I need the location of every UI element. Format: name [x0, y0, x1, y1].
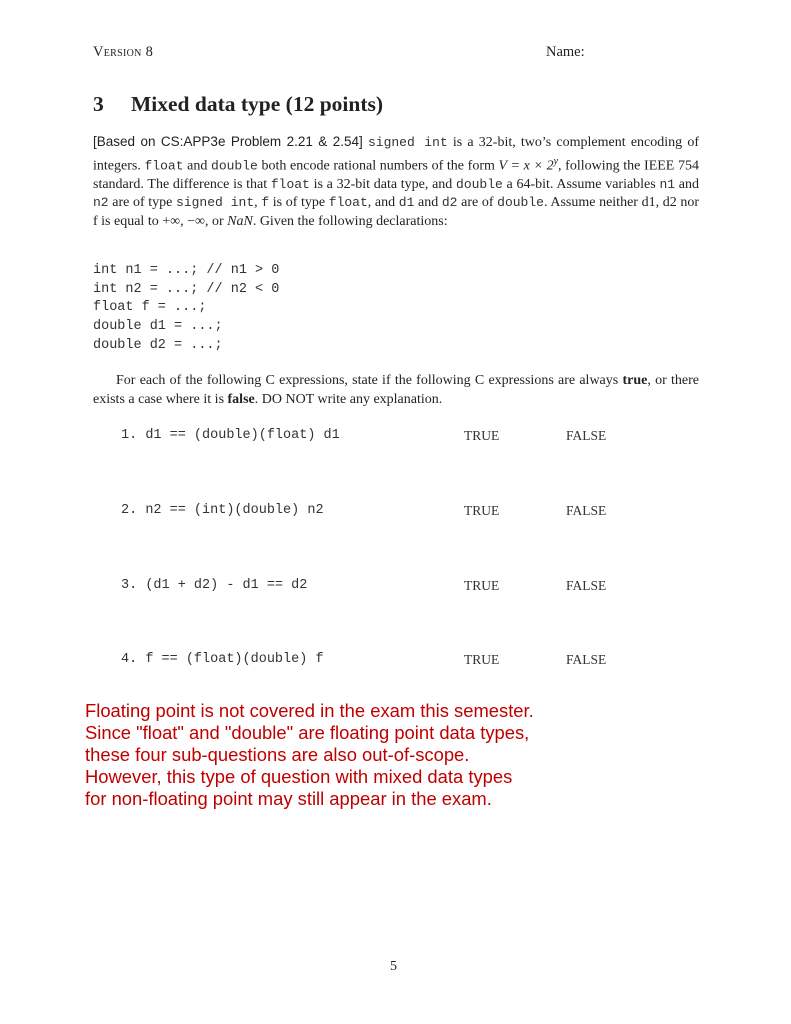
- desc-text: is a 32-bit, two’s complement encoding of integers.: [93, 135, 699, 174]
- question-1-true-option[interactable]: TRUE: [464, 428, 500, 443]
- problem-description: [93, 133, 699, 232]
- code-term: signed int: [367, 135, 448, 150]
- question-1: [121, 428, 340, 443]
- desc-text: ,: [254, 195, 262, 211]
- question-expression: (d1 + d2) - d1 == d2: [145, 578, 308, 593]
- code-term: signed int: [176, 195, 255, 211]
- desc-text: and: [183, 158, 212, 174]
- note-line: However, this type of question with mixed data types: [85, 765, 513, 787]
- question-label: 3.: [121, 578, 138, 593]
- desc-text: and: [414, 195, 442, 211]
- instructions-text: , or there exists a case where it is: [93, 373, 699, 407]
- question-4-false-option[interactable]: FALSE: [566, 652, 607, 667]
- instructions: [93, 371, 699, 409]
- code-term: n2: [93, 195, 109, 211]
- question-3-false-option[interactable]: FALSE: [566, 578, 607, 593]
- code-term: float: [144, 158, 184, 174]
- desc-text: is of type: [269, 195, 329, 211]
- code-term: n1: [659, 176, 676, 192]
- desc-text: a 64-bit. Assume variables: [502, 176, 660, 192]
- question-3-true-option[interactable]: TRUE: [464, 578, 500, 593]
- header-version: Version 8: [93, 44, 154, 60]
- code-line: double d2 = ...;: [93, 337, 223, 353]
- code-line: float f = ...;: [93, 300, 207, 316]
- question-expression: f == (float)(double) f: [145, 652, 324, 667]
- code-line: double d1 = ...;: [93, 319, 223, 335]
- code-term: f: [261, 195, 270, 211]
- page-number: 5: [390, 959, 397, 974]
- formula: V = x × 2: [498, 158, 554, 174]
- instructions-text: For each of the following C expressions, state if the following C expressions are always: [116, 373, 623, 388]
- note-line: Since "float" and "double" are floating point data types,: [85, 721, 530, 743]
- code-line: int n2 = ...; // n2 < 0: [93, 281, 280, 297]
- question-4-true-option[interactable]: TRUE: [464, 652, 500, 667]
- section-title: [93, 92, 383, 117]
- note-line: these four sub-questions are also out-of-scope.: [85, 743, 470, 765]
- desc-text: are of: [457, 195, 498, 211]
- desc-text: , and: [367, 195, 399, 211]
- question-2: [121, 503, 324, 518]
- desc-text: are of type: [108, 195, 177, 211]
- formula-exponent: y: [553, 155, 559, 167]
- code-term: double: [497, 195, 544, 211]
- declarations-code-block: [93, 262, 279, 356]
- question-expression: n2 == (int)(double) n2: [145, 503, 324, 518]
- code-term: float: [328, 195, 368, 211]
- desc-text: . Given the following declarations:: [252, 214, 448, 230]
- out-of-scope-note: [85, 700, 534, 810]
- question-label: 4.: [121, 652, 138, 667]
- question-expression: d1 == (double)(float) d1: [145, 428, 340, 443]
- desc-text: and: [675, 176, 699, 192]
- code-term: d2: [441, 195, 458, 211]
- question-3: [121, 578, 307, 593]
- question-label: 2.: [121, 503, 138, 518]
- code-line: int n1 = ...; // n1 > 0: [93, 263, 280, 278]
- source-reference: [Based on CS:APP3e Problem 2.21 & 2.54]: [93, 134, 363, 149]
- instructions-bold-true: true: [622, 373, 648, 388]
- question-1-false-option[interactable]: FALSE: [566, 428, 607, 443]
- question-4: [121, 652, 324, 667]
- nan-term: NaN: [227, 214, 253, 230]
- code-term: double: [456, 176, 503, 192]
- desc-text: , following the IEEE 754 standard. The difference is that: [93, 158, 700, 192]
- question-label: 1.: [121, 428, 138, 443]
- header-name-label: Name:: [546, 44, 585, 60]
- question-2-true-option[interactable]: TRUE: [464, 503, 500, 518]
- instructions-bold-false: false: [227, 392, 255, 407]
- code-term: double: [211, 158, 258, 174]
- instructions-text: . DO NOT write any explanation.: [254, 392, 443, 407]
- code-term: float: [270, 176, 310, 192]
- desc-text: . Assume neither d1, d2 nor f is equal to +∞, −∞, or: [93, 195, 700, 230]
- code-term: d1: [398, 195, 415, 211]
- note-line: for non-floating point may still appear in the exam.: [85, 787, 492, 809]
- desc-text: is a 32-bit data type, and: [309, 176, 457, 192]
- desc-text: both encode rational numbers of the form: [257, 158, 499, 174]
- question-2-false-option[interactable]: FALSE: [566, 503, 607, 518]
- section-number: 3: [93, 92, 104, 116]
- note-line: Floating point is not covered in the exam this semester.: [85, 700, 534, 721]
- section-title-text: Mixed data type (12 points): [131, 92, 384, 116]
